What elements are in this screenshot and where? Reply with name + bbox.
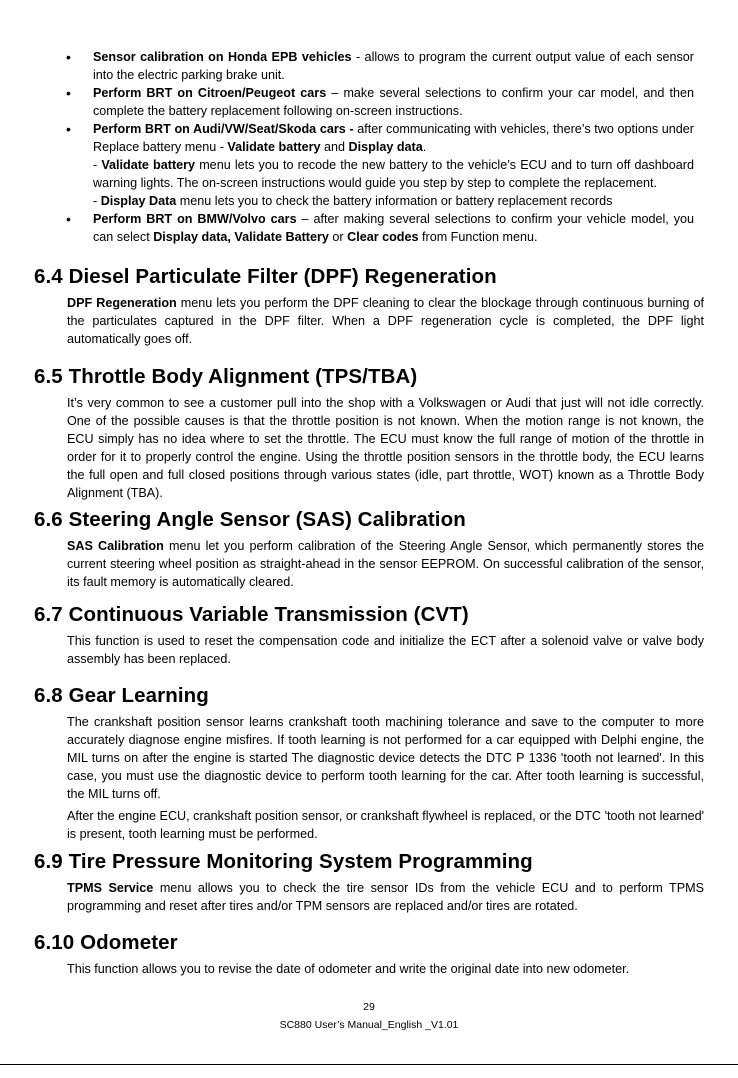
section-lead: DPF Regeneration (67, 296, 177, 310)
bullet-bold-term: Clear codes (347, 230, 419, 244)
section-body (67, 713, 704, 843)
sub-item-validate-battery (93, 156, 694, 192)
section-text: menu lets you perform the DPF cleaning to clear the blockage through continuous burning of the particulates captured in the DPF filter. When a DPF regeneration cycle is completed, the DPF light automatically goes off. (67, 296, 704, 346)
section-heading: 6.4 Diesel Particulate Filter (DPF) Regeneration (34, 265, 497, 288)
footer-rule (0, 1064, 738, 1065)
section-body (67, 632, 704, 668)
bullet-text: from Function menu. (418, 230, 538, 244)
section-lead: TPMS Service (67, 881, 154, 895)
bullet-bmw-volvo (66, 210, 694, 246)
bullet-honda-epb (66, 48, 694, 84)
sub-dash: - (93, 158, 102, 172)
section-body (67, 879, 704, 915)
bullet-text: – after making several selections to confirm your vehicle model, you can select (93, 212, 695, 244)
section-cvt (34, 602, 704, 668)
section-heading: 6.8 Gear Learning (34, 684, 209, 707)
bullet-text: after communicating with vehicles, there’s two options under Replace battery menu - (93, 122, 694, 154)
sub-lead: Display Data (100, 194, 177, 208)
page-number: 29 (363, 1001, 375, 1013)
bullet-lead: Sensor calibration on Honda EPB vehicles (93, 50, 352, 64)
section-tps-tba (34, 364, 704, 502)
bullet-text: - allows to program the current output value of each sensor into the electric parking brake unit. (93, 50, 694, 82)
section-heading: 6.6 Steering Angle Sensor (SAS) Calibration (34, 508, 466, 531)
bullet-audi-vw (66, 120, 694, 210)
section-body (67, 537, 704, 591)
section-sas (34, 507, 704, 591)
section-text: It’s very common to see a customer pull into the shop with a Volkswagen or Audi that just will not idle correctly. One of the possible causes is that the throttle position is not known. When the motion range is not known, the ECU simply has no idea where to set the throttle. The ECU must know the full range of motion of the throttle in order for it to properly control the engine. Using the throttle position sensors in the throttle body, the ECU learns the full open and full closed positions through various states (idle, part throttle, WOT) known as a Throttle Body Alignment (TBA). (67, 396, 704, 500)
sub-text: menu lets you to check the battery information or battery replacement records (176, 194, 613, 208)
section-lead: SAS Calibration (67, 539, 164, 553)
bullet-text: and (320, 140, 349, 154)
bullet-text: – make several selections to confirm your car model, and then complete the battery replacement following on-screen instructions. (93, 86, 694, 118)
section-body (67, 294, 704, 348)
brt-bullet-list (66, 48, 694, 246)
section-text: menu allows you to check the tire sensor IDs from the vehicle ECU and to perform TPMS programming and reset after tires and/or TPM sensors are replaced and/or tires are rotated. (67, 881, 704, 913)
sub-dash: - (93, 194, 101, 208)
bullet-lead: Perform BRT on BMW/Volvo cars (93, 212, 297, 226)
section-text: The crankshaft position sensor learns crankshaft tooth machining tolerance and save to the computer to more accurately diagnose engine misfires. If tooth learning is not performed for a car equipped with Delphi engine, the MIL turns on after the engine is started The diagnostic device detects the DTC P 1336 'tooth not learned'. In this case, you must use the diagnostic device to perform tooth learning for the car. After tooth learning is successful, the MIL turns off. (67, 715, 704, 801)
bullet-text: or (328, 230, 348, 244)
section-dpf (34, 264, 704, 348)
manual-footer: SC880 User’s Manual_English _V1.01 (279, 1019, 459, 1031)
bullet-text: . (422, 140, 427, 154)
bullet-lead: Perform BRT on Citroen/Peugeot cars (93, 86, 327, 100)
section-body (67, 960, 704, 978)
section-text: This function is used to reset the compensation code and initialize the ECT after a solenoid valve or valve body assembly has been replaced. (67, 634, 704, 666)
bullet-lead: Perform BRT on Audi/VW/Seat/Skoda cars - (93, 122, 354, 136)
bullet-bold-term: Validate battery (227, 140, 321, 154)
section-text: menu let you perform calibration of the Steering Angle Sensor, which permanently stores the current steering wheel position as straight-ahead in the sensor EEPROM. On successful calibration of the sensor, its fault memory is automatically cleared. (67, 539, 705, 589)
sub-text: menu lets you to recode the new battery to the vehicle’s ECU and to turn off dashboard warning lights. The on-screen instructions would guide you step by step to complete the replacement. (93, 158, 694, 190)
section-tpms (34, 849, 704, 915)
section-text: This function allows you to revise the date of odometer and write the original date into new odometer. (67, 962, 630, 976)
sub-item-display-data (93, 192, 694, 210)
section-heading: 6.10 Odometer (34, 931, 178, 954)
section-body (67, 394, 704, 502)
section-odometer (34, 930, 704, 978)
section-heading: 6.5 Throttle Body Alignment (TPS/TBA) (34, 365, 418, 388)
bullet-bold-term: Display data (348, 140, 423, 154)
section-text: After the engine ECU, crankshaft position sensor, or crankshaft flywheel is replaced, or the DTC 'tooth not learned' is present, tooth learning must be performed. (67, 809, 704, 841)
bullet-citroen-peugeot (66, 84, 694, 120)
sub-lead: Validate battery (101, 158, 196, 172)
section-heading: 6.7 Continuous Variable Transmission (CVT) (34, 603, 469, 626)
section-heading: 6.9 Tire Pressure Monitoring System Programming (34, 850, 533, 873)
bullet-bold-term: Display data, Validate Battery (153, 230, 329, 244)
section-gear-learning (34, 683, 704, 843)
